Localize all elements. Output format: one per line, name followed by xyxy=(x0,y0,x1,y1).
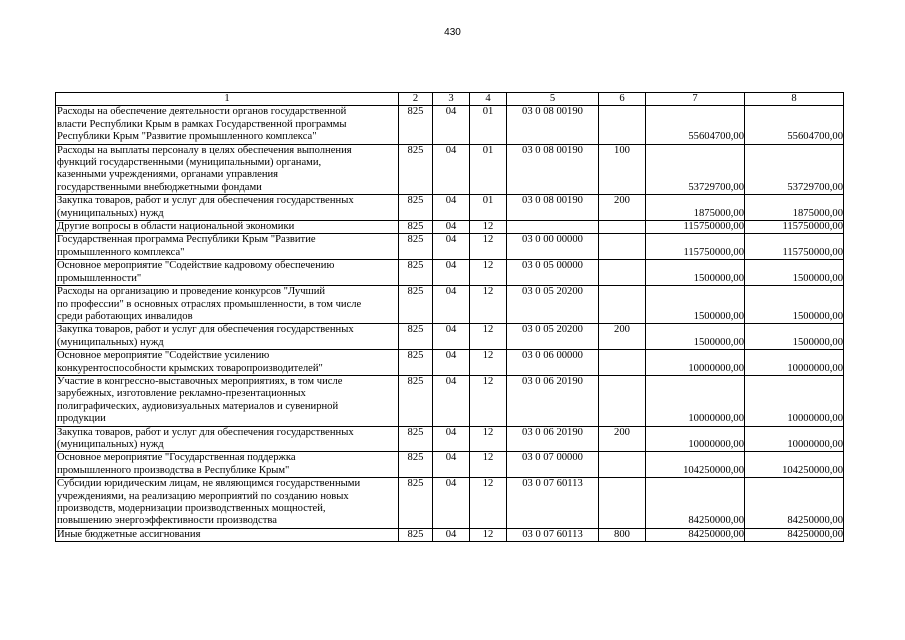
row-c7-cell: 1500000,00 xyxy=(646,324,745,350)
row-name-cell xyxy=(56,195,399,221)
row-c5-cell: 03 0 00 00000 xyxy=(507,234,599,260)
table-row xyxy=(56,260,844,286)
header-cell: 5 xyxy=(507,93,599,106)
row-name-line: конкурентоспособности крымских товаропроизводителей" xyxy=(57,362,323,374)
row-c3-cell: 04 xyxy=(433,195,470,221)
row-c2-cell: 825 xyxy=(399,426,433,452)
page-number: 430 xyxy=(444,27,461,38)
row-name-line: Субсидии юридическим лицам, не являющимся государственными xyxy=(57,478,361,490)
table-row xyxy=(56,452,844,478)
row-name-cell xyxy=(56,528,399,541)
row-name-line: Иные бюджетные ассигнования xyxy=(57,528,201,540)
row-c7-cell: 1500000,00 xyxy=(646,286,745,324)
row-c3-cell: 04 xyxy=(433,260,470,286)
table-row xyxy=(56,375,844,426)
row-name-line: продукции xyxy=(57,413,106,425)
row-c6-cell xyxy=(599,260,646,286)
row-c6-cell: 200 xyxy=(599,324,646,350)
row-c7-cell: 10000000,00 xyxy=(646,426,745,452)
row-name-cell xyxy=(56,106,399,144)
row-name-line: Закупка товаров, работ и услуг для обеспечения государственных xyxy=(57,324,354,336)
row-name-cell xyxy=(56,452,399,478)
table-row xyxy=(56,195,844,221)
row-name-cell xyxy=(56,478,399,529)
row-name-line: Расходы на организацию и проведение конкурсов "Лучший xyxy=(57,286,326,298)
row-name-line: зарубежных, изготовление рекламно-презентационных xyxy=(57,388,306,400)
row-name-cell xyxy=(56,144,399,195)
table-header-row xyxy=(56,93,844,106)
row-name-line: Основное мероприятие "Содействие кадровому обеспечению xyxy=(57,260,335,272)
row-c7-cell: 115750000,00 xyxy=(646,221,745,234)
row-name-line: промышленного производства в Республике Крым" xyxy=(57,464,290,476)
row-c7-cell: 84250000,00 xyxy=(646,528,745,541)
row-c7-cell: 1500000,00 xyxy=(646,260,745,286)
row-c5-cell: 03 0 08 00190 xyxy=(507,195,599,221)
row-c3-cell: 04 xyxy=(433,144,470,195)
row-name-line: власти Республики Крым в рамках Государственной программы xyxy=(57,118,347,130)
header-cell: 1 xyxy=(56,93,399,106)
row-c5-cell: 03 0 07 00000 xyxy=(507,452,599,478)
row-c6-cell: 100 xyxy=(599,144,646,195)
row-c7-cell: 55604700,00 xyxy=(646,106,745,144)
row-c2-cell: 825 xyxy=(399,324,433,350)
row-c6-cell xyxy=(599,286,646,324)
table-row xyxy=(56,106,844,144)
row-c3-cell: 04 xyxy=(433,478,470,529)
row-c2-cell: 825 xyxy=(399,221,433,234)
row-c3-cell: 04 xyxy=(433,528,470,541)
row-c4-cell: 12 xyxy=(470,528,507,541)
header-cell: 3 xyxy=(433,93,470,106)
row-name-line: Основное мероприятие "Содействие усилению xyxy=(57,350,270,362)
table-row xyxy=(56,528,844,541)
row-c7-cell: 104250000,00 xyxy=(646,452,745,478)
row-c8-cell: 1500000,00 xyxy=(745,260,844,286)
budget-table xyxy=(55,92,844,542)
row-c4-cell: 12 xyxy=(470,260,507,286)
row-c6-cell xyxy=(599,106,646,144)
row-c8-cell: 53729700,00 xyxy=(745,144,844,195)
row-c3-cell: 04 xyxy=(433,106,470,144)
row-c8-cell: 84250000,00 xyxy=(745,478,844,529)
row-c5-cell: 03 0 05 00000 xyxy=(507,260,599,286)
row-c3-cell: 04 xyxy=(433,286,470,324)
row-name-line: производств, модернизации производственных мощностей, xyxy=(57,503,326,514)
header-cell: 4 xyxy=(470,93,507,106)
row-name-line: (муниципальных) нужд xyxy=(57,438,164,450)
row-name-cell xyxy=(56,324,399,350)
row-c2-cell: 825 xyxy=(399,144,433,195)
row-name-line: Другие вопросы в области национальной экономики xyxy=(57,221,295,233)
row-c5-cell: 03 0 07 60113 xyxy=(507,528,599,541)
row-c4-cell: 12 xyxy=(470,452,507,478)
row-c4-cell: 12 xyxy=(470,324,507,350)
row-c4-cell: 12 xyxy=(470,286,507,324)
row-name-line: промышленности" xyxy=(57,272,142,284)
row-c8-cell: 10000000,00 xyxy=(745,375,844,426)
row-c3-cell: 04 xyxy=(433,221,470,234)
row-c4-cell: 12 xyxy=(470,478,507,529)
row-c5-cell: 03 0 05 20200 xyxy=(507,324,599,350)
row-c3-cell: 04 xyxy=(433,234,470,260)
header-cell: 7 xyxy=(646,93,745,106)
row-c2-cell: 825 xyxy=(399,234,433,260)
row-c3-cell: 04 xyxy=(433,452,470,478)
row-name-line: по профессии" в основных отраслях промышленности, в том числе xyxy=(57,298,362,310)
header-cell: 8 xyxy=(745,93,844,106)
row-c3-cell: 04 xyxy=(433,324,470,350)
row-c7-cell: 10000000,00 xyxy=(646,350,745,376)
row-name-line: Основное мероприятие "Государственная поддержка xyxy=(57,452,296,464)
row-c8-cell: 115750000,00 xyxy=(745,221,844,234)
row-name-line: (муниципальных) нужд xyxy=(57,336,164,348)
row-c5-cell: 03 0 06 00000 xyxy=(507,350,599,376)
row-c4-cell: 01 xyxy=(470,106,507,144)
row-c2-cell: 825 xyxy=(399,195,433,221)
row-c8-cell: 10000000,00 xyxy=(745,426,844,452)
row-name-cell xyxy=(56,286,399,324)
row-c2-cell: 825 xyxy=(399,286,433,324)
row-name-cell xyxy=(56,221,399,234)
table-row xyxy=(56,144,844,195)
row-c8-cell: 84250000,00 xyxy=(745,528,844,541)
row-c6-cell: 800 xyxy=(599,528,646,541)
row-c7-cell: 53729700,00 xyxy=(646,144,745,195)
row-name-cell xyxy=(56,426,399,452)
row-c5-cell: 03 0 06 20190 xyxy=(507,375,599,426)
header-cell: 2 xyxy=(399,93,433,106)
table-row xyxy=(56,286,844,324)
row-c4-cell: 12 xyxy=(470,234,507,260)
row-name-line: государственными внебюджетными фондами xyxy=(57,181,262,193)
row-c5-cell: 03 0 06 20190 xyxy=(507,426,599,452)
row-c8-cell: 115750000,00 xyxy=(745,234,844,260)
row-name-line: Государственная программа Республики Крым "Развитие xyxy=(57,234,316,246)
row-name-cell xyxy=(56,234,399,260)
row-name-line: Закупка товаров, работ и услуг для обеспечения государственных xyxy=(57,195,354,207)
row-c6-cell xyxy=(599,221,646,234)
row-c2-cell: 825 xyxy=(399,260,433,286)
row-c7-cell: 115750000,00 xyxy=(646,234,745,260)
row-c2-cell: 825 xyxy=(399,528,433,541)
row-c8-cell: 55604700,00 xyxy=(745,106,844,144)
row-c2-cell: 825 xyxy=(399,350,433,376)
row-name-line: Участие в конгрессно-выставочных мероприятиях, в том числе xyxy=(57,375,343,387)
row-c3-cell: 04 xyxy=(433,426,470,452)
row-c3-cell: 04 xyxy=(433,350,470,376)
row-c2-cell: 825 xyxy=(399,106,433,144)
row-c8-cell: 1875000,00 xyxy=(745,195,844,221)
row-c4-cell: 12 xyxy=(470,375,507,426)
row-c8-cell: 1500000,00 xyxy=(745,324,844,350)
row-name-line: (муниципальных) нужд xyxy=(57,207,164,219)
row-name-line: казенными учреждениями, органами управления xyxy=(57,169,279,181)
row-name-line: Закупка товаров, работ и услуг для обеспечения государственных xyxy=(57,426,354,438)
row-name-line: промышленного комплекса" xyxy=(57,246,185,258)
table-row xyxy=(56,324,844,350)
row-c5-cell: 03 0 08 00190 xyxy=(507,106,599,144)
row-c6-cell xyxy=(599,452,646,478)
row-name-line: среди работающих инвалидов xyxy=(57,310,193,322)
table-row xyxy=(56,478,844,529)
row-c7-cell: 84250000,00 xyxy=(646,478,745,529)
row-c6-cell xyxy=(599,375,646,426)
table-body xyxy=(56,93,844,542)
row-name-cell xyxy=(56,350,399,376)
table-row xyxy=(56,234,844,260)
row-c6-cell: 200 xyxy=(599,195,646,221)
table-row xyxy=(56,426,844,452)
row-name-line: повышению энергоэффективности производства xyxy=(57,515,277,527)
row-c5-cell: 03 0 07 60113 xyxy=(507,478,599,529)
row-name-cell xyxy=(56,260,399,286)
row-c5-cell xyxy=(507,221,599,234)
row-c2-cell: 825 xyxy=(399,452,433,478)
row-c8-cell: 10000000,00 xyxy=(745,350,844,376)
row-name-line: полиграфических, аудиовизуальных материалов и сувенирной xyxy=(57,400,339,412)
table-row xyxy=(56,221,844,234)
row-name-line: учреждениями, на реализацию мероприятий по созданию новых xyxy=(57,490,349,502)
row-c8-cell: 1500000,00 xyxy=(745,286,844,324)
row-c4-cell: 12 xyxy=(470,426,507,452)
row-c8-cell: 104250000,00 xyxy=(745,452,844,478)
row-c3-cell: 04 xyxy=(433,375,470,426)
row-name-line: функций государственными (муниципальными) органами, xyxy=(57,157,322,169)
row-c6-cell xyxy=(599,478,646,529)
row-c4-cell: 12 xyxy=(470,350,507,376)
row-name-line: Расходы на обеспечение деятельности органов государственной xyxy=(57,106,347,118)
row-name-cell xyxy=(56,375,399,426)
row-c5-cell: 03 0 08 00190 xyxy=(507,144,599,195)
row-c6-cell xyxy=(599,234,646,260)
row-c4-cell: 12 xyxy=(470,221,507,234)
row-c5-cell: 03 0 05 20200 xyxy=(507,286,599,324)
row-c4-cell: 01 xyxy=(470,144,507,195)
row-name-line: Республики Крым "Развитие промышленного комплекса" xyxy=(57,131,317,143)
row-c6-cell xyxy=(599,350,646,376)
row-c7-cell: 1875000,00 xyxy=(646,195,745,221)
row-c2-cell: 825 xyxy=(399,375,433,426)
row-name-line: Расходы на выплаты персоналу в целях обеспечения выполнения xyxy=(57,144,352,156)
header-cell: 6 xyxy=(599,93,646,106)
row-c6-cell: 200 xyxy=(599,426,646,452)
table-row xyxy=(56,350,844,376)
row-c7-cell: 10000000,00 xyxy=(646,375,745,426)
row-c2-cell: 825 xyxy=(399,478,433,529)
row-c4-cell: 01 xyxy=(470,195,507,221)
